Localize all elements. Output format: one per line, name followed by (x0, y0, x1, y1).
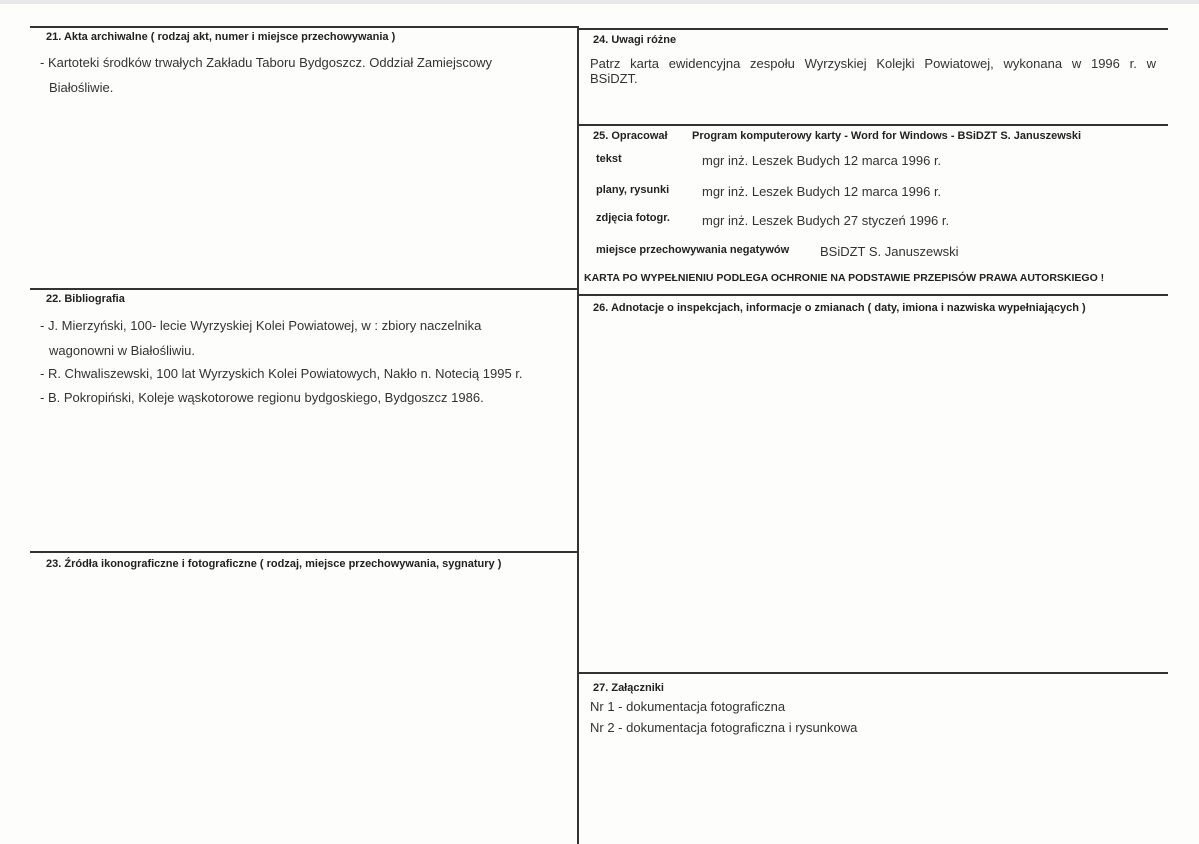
attachment-item: Nr 2 - dokumentacja fotograficzna i rysunkowa (590, 720, 858, 735)
negatives-label: miejsce przechowywania negatywów (596, 244, 790, 256)
s24-header: 24. Uwagi różne (593, 34, 677, 46)
s25-label-tekst: tekst (596, 153, 622, 165)
s21-line1: - Kartoteki środków trwałych Zakładu Taboru Bydgoszcz. Oddział Zamiejscowy (40, 55, 493, 70)
s24-line2: BSiDZT. (590, 71, 638, 86)
program-note: Program komputerowy karty - Word for Windows - BSiDZT S. Januszewski (692, 130, 1082, 142)
scan-top-edge (0, 0, 1199, 4)
rule-s23-top (30, 551, 578, 553)
s25-label-plany: plany, rysunki (596, 184, 670, 196)
s27-header: 27. Załączniki (593, 682, 664, 694)
s22-header: 22. Bibliografia (46, 293, 125, 305)
s24-line1: Patrz karta ewidencyjna zespołu Wyrzyskiej Kolejki Powiatowej, wykonana w 1996 r. w (590, 56, 1156, 71)
s26-header: 26. Adnotacje o inspekcjach, informacje o zmianach ( daty, imiona i nazwiska wypełniających ) (593, 302, 1086, 314)
s21-header: 21. Akta archiwalne ( rodzaj akt, numer i miejsce przechowywania ) (46, 31, 396, 43)
rule-center-divider (577, 26, 579, 844)
rule-s22-top (30, 288, 578, 290)
rule-top-left (30, 26, 578, 28)
copyright-warning: KARTA PO WYPEŁNIENIU PODLEGA OCHRONIE NA PODSTAWIE PRZEPISÓW PRAWA AUTORSKIEGO ! (584, 272, 1105, 284)
s21-line2: Białośliwie. (49, 80, 114, 95)
bibliography-entry: wagonowni w Białośliwiu. (49, 343, 195, 358)
s25-label-zdjecia: zdjęcia fotogr. (596, 212, 670, 224)
s23-header: 23. Źródła ikonograficzne i fotograficzne ( rodzaj, miejsce przechowywania, sygnatury ) (46, 558, 502, 570)
s25-value-zdjecia: mgr inż. Leszek Budych 27 styczeń 1996 r. (702, 213, 950, 228)
s25-value-tekst: mgr inż. Leszek Budych 12 marca 1996 r. (702, 153, 942, 168)
rule-s27-top (578, 672, 1168, 674)
negatives-value: BSiDZT S. Januszewski (820, 244, 959, 259)
rule-top-right (578, 28, 1168, 30)
attachment-item: Nr 1 - dokumentacja fotograficzna (590, 699, 786, 714)
rule-s26-top (578, 294, 1168, 296)
bibliography-entry: - B. Pokropiński, Koleje wąskotorowe regionu bydgoskiego, Bydgoszcz 1986. (40, 390, 484, 405)
rule-s25-top (578, 124, 1168, 126)
bibliography-entry: - R. Chwaliszewski, 100 lat Wyrzyskich Kolei Powiatowych, Nakło n. Notecią 1995 r. (40, 366, 523, 381)
s25-header: 25. Opracował (593, 130, 668, 142)
s25-value-plany: mgr inż. Leszek Budych 12 marca 1996 r. (702, 184, 942, 199)
bibliography-entry: - J. Mierzyński, 100- lecie Wyrzyskiej Kolei Powiatowej, w : zbiory naczelnika (40, 318, 482, 333)
